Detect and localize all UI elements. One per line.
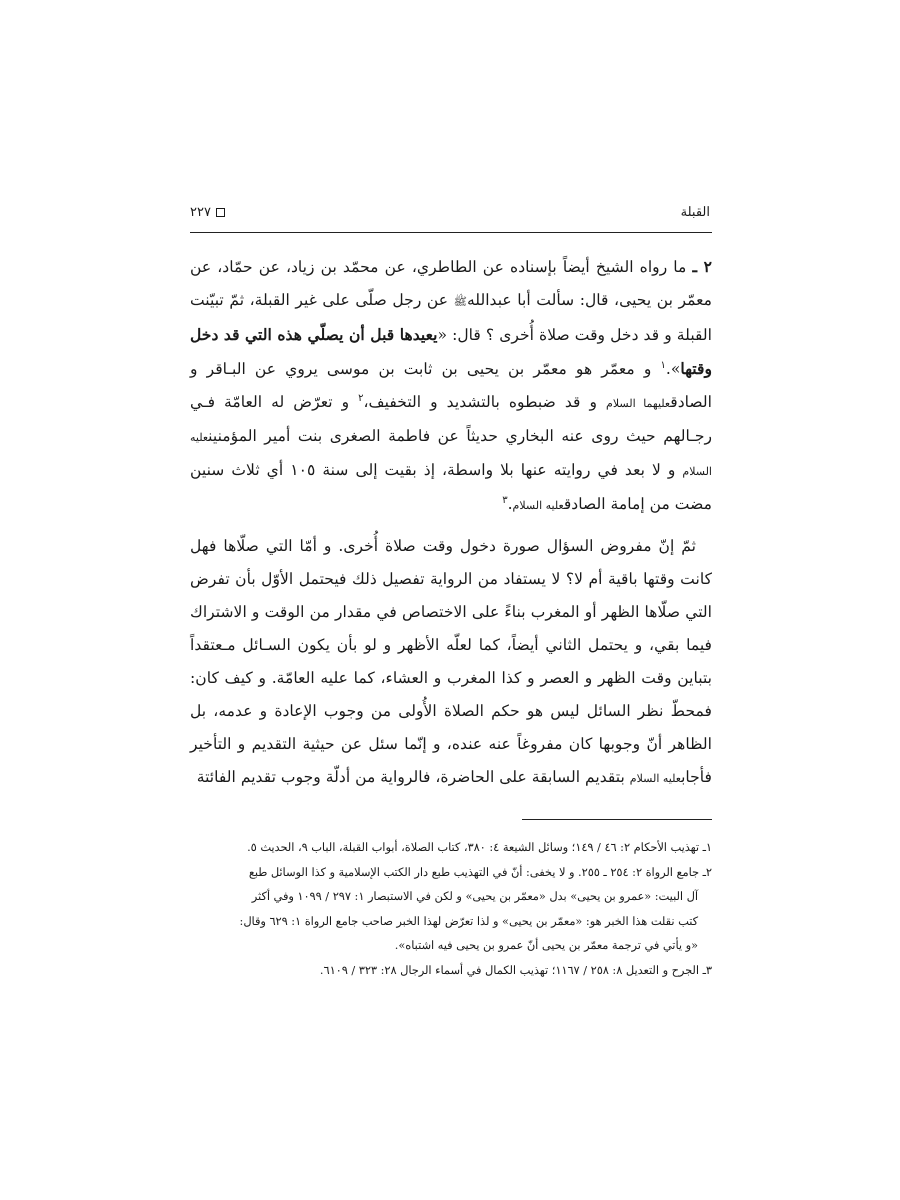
paragraph-1: ٢ ـ ما رواه الشيخ أيضاً بإسناده عن الطاطري، عن محمّد بن زياد، عن حمّاد، عن معمّر بن يحيى، قال: سألت أبا عبداللهﷺ عن رجل صلّى على غير القبلة، ثمّ تبيّنت القبلة و قد دخل وقت صلاة أُخرى ؟ قال: «يعيدها قبل أن يصلّي هذه التي قد دخل وقتها».$^١$ و معمّر هو معمّر بن يحيى بن ثابت بن موسى يروي عن البـاقر و الصادقعليهما السلام و قد ضبطوه بالتشديد و التخفيف،$^٢$ و تعرّض له العامّة فـي رجـالهم حيث روى عنه البخاري حديثاً عن فاطمة الصغرى بنت أمير المؤمنينعليه السلام و لا بعد في روايته عنها بلا واسطة، إذ بقيت إلى سنة ١٠٥ أي ثلاث سنين مضت من إمامة الصادقعليه السلام.$^٣$	[190, 257, 713, 513]
footnotes	[190, 836, 712, 983]
footnote-2-cont: آل البيت: «عمرو بن يحيى» بدل «معمّر بن يحيى» و لكن في الاستبصار ١: ٢٩٧ / ١٠٩٩ وفي أكثر	[251, 890, 698, 903]
running-title: القبلة	[680, 204, 710, 220]
footnote-divider	[522, 819, 712, 820]
honorific-symbol: ﷺ	[453, 295, 467, 308]
running-head	[190, 200, 710, 224]
item-number: ٢ ـ	[692, 257, 712, 276]
footnote-1: ١ـ تهذيب الأحكام ٢: ٤٦ / ١٤٩؛ وسائل الشيعة ٤: ٣٨٠، كتاب الصلاة، أبواب القبلة، الباب ٩، الحديث ٥.	[247, 841, 712, 854]
honorific-symbol: عليه السلام	[190, 431, 712, 478]
quoted-answer: يعيدها قبل أن يصلّي هذه التي قد دخل وقتها	[190, 325, 712, 378]
main-text	[190, 250, 712, 795]
footnote-2: ٢ـ جامع الرواة ٢: ٢٥٤ ـ ٢٥٥. و لا يخفى: أنّ في التهذيب طبع دار الكتب الإسلامية و كذا الوسائل طبع	[248, 865, 712, 879]
page-number-text: ٢٢٧	[190, 204, 211, 220]
page-number	[190, 205, 225, 220]
header-divider	[190, 232, 712, 233]
square-icon	[216, 208, 225, 217]
footnote-ref-3: ٣	[502, 494, 508, 506]
footnote-ref-1: ١	[660, 359, 666, 371]
footnote-ref-2: ٢	[358, 392, 364, 404]
footnote-3: ٣ـ الجرح و التعديل ٨: ٢٥٨ / ١١٦٧؛ تهذيب الكمال في أسماء الرجال ٢٨: ٣٢٣ / ٦١٠٩.	[319, 963, 712, 977]
honorific-symbol: عليه السلام	[512, 499, 564, 512]
paragraph-2: ثمّ إنّ مفروض السؤال صورة دخول وقت صلاة أُخرى. و أمّا التي صلّاها فهل كانت وقتها باقية أم لا؟ لا يستفاد من الرواية تفصيل ذلك فيحتمل الأوّل بأن تفرض التي صلّاها الظهر أو المغرب بناءً على الاختصاص في مقدار من الوقت و الاشتراك فيما بقي، و يحتمل الثاني أيضاً، كما لعلّه الأظهر و لو بأن يكون السـائل مـعتقداً بتباين وقت الظهر و العصر و كذا المغرب و العشاء، كما عليه العامّة. و كيف كان: فمحطّ نظر السائل ليس هو حكم الصلاة الأُولى من وجوب الإعادة و عدمه، بل الظاهر أنّ وجوبها كان مفروغاً عنه عنده، و إنّما سئل عن حيثية التقديم و التأخير فأجابعليه السلام بتقديم السابقة على الحاضرة، فالرواية من أدلّة وجوب تقديم الفائتة	[190, 537, 712, 786]
footnote-2-cont: «و يأتي في ترجمة معمّر بن يحيى أنّ عمرو بن يحيى فيه اشتباه».	[394, 939, 698, 952]
honorific-symbol: عليهما السلام	[606, 397, 671, 410]
footnote-2-cont: كتب نقلت هذا الخبر هو: «معمّر بن يحيى» و لذا تعرّض لهذا الخبر صاحب جامع الرواة ١: ٦٢٩ وقال:	[239, 914, 698, 928]
honorific-symbol: عليه السلام	[629, 772, 682, 785]
